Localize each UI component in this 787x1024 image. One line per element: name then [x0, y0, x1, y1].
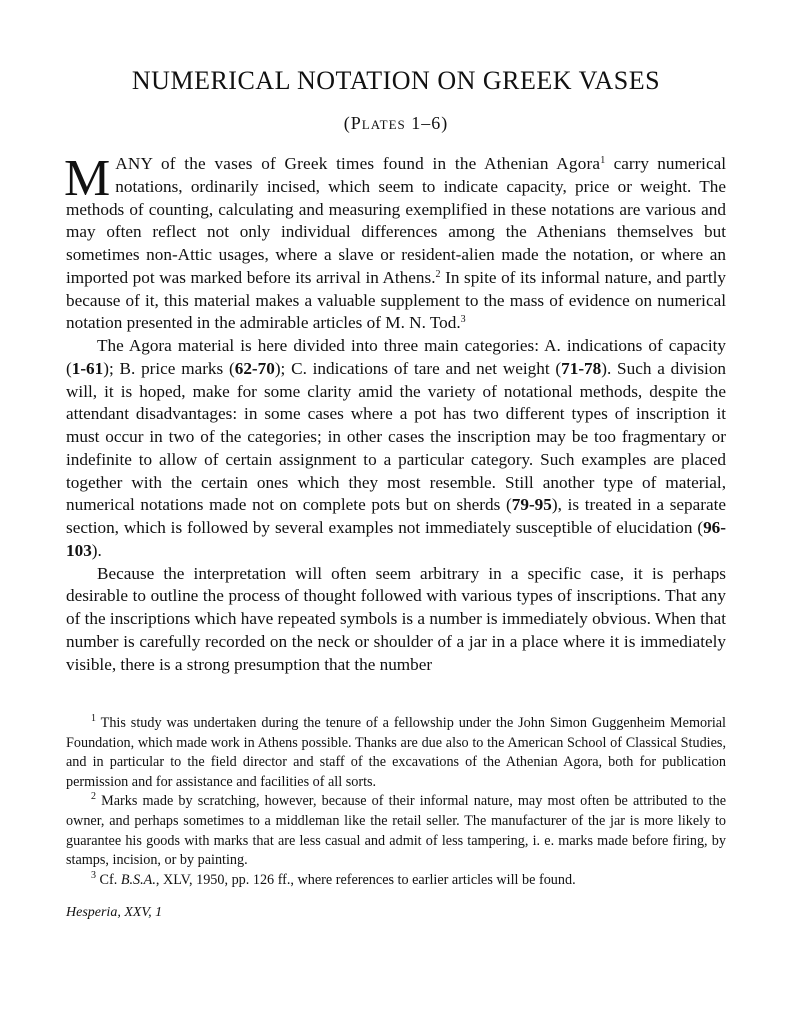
paragraph-1-text-c: In spite of its informal nature, and partly because of it, this material makes a valuable supplement to the mass of evidence on numerical notation presented in the admirable articles of M. N. Tod.	[66, 267, 726, 333]
paragraph-2-text-a: The Agora material is here divided into three main categories: A. indications of capacity (	[66, 336, 726, 378]
footnote-3-text-b: , XLV, 1950, pp. 126 ff., where references to earlier articles will be found.	[155, 871, 576, 888]
footnote-ref-1[interactable]: 1	[600, 155, 606, 166]
running-footer: Hesperia, XXV, 1	[66, 905, 163, 920]
paragraph-2-text-c: ); C. indications of tare and net weight (	[274, 358, 562, 378]
paragraph-1	[64, 150, 726, 335]
footnote-2	[66, 792, 726, 870]
catalogue-range-other: 96-103	[66, 518, 726, 560]
footnote-ref-2[interactable]: 2	[435, 268, 441, 280]
footnote-3-number: 3	[91, 869, 96, 881]
body-text	[64, 150, 727, 676]
plates-reference: (Plates 1–6)	[343, 113, 449, 133]
catalogue-range-sherds: 79-95	[511, 495, 552, 515]
footnotes	[66, 714, 726, 890]
catalogue-range-capacity: 1-61	[71, 358, 104, 378]
catalogue-range-price: 62-70	[234, 358, 275, 378]
paragraph-2-text-d: ). Such a division will, it is hoped, make for some clarity amid the variety of notational methods, despite the attendant disadvantages: in some cases where a pot has two different types of inscription it must occur in two of the categories; in other cases the inscription may be too fragmentary or indefinite to allow of certain assignment to a particular category. Such examples are placed together with the certain ones which they most resemble. Still another type of material, numerical notations made not on complete pots but on sherds (	[66, 358, 727, 515]
paragraph-2-text-b: ); B. price marks (	[103, 358, 235, 378]
footnote-3	[66, 871, 726, 891]
footnote-1-text: This study was undertaken during the tenure of a fellowship under the John Simon Guggenheim Memorial Foundation, which made work in Athens possible. Thanks are due also to the American School of Classical Studies, and in particular to the field director and staff of the excavations of the Athenian Agora, both for publication permission and for assistance and facilities of all sorts.	[66, 715, 726, 790]
footnote-2-number: 2	[91, 791, 96, 803]
footnote-1	[66, 714, 726, 792]
journal-abbreviation: B.S.A.	[120, 871, 156, 888]
paragraph-1-text-a: ANY of the vases of Greek times found in the Athenian Agora	[115, 154, 601, 173]
footnote-ref-3[interactable]: 3	[460, 314, 466, 326]
footnote-1-number: 1	[91, 713, 96, 724]
paragraph-1-text-b: carry numerical notations, ordinarily incised, which seem to indicate capacity, price or weight. The methods of counting, calculating and measuring exemplified in these notations are various and may often reflect not only individual differences among the Athenians themselves but sometimes non-Attic usages, where a slave or resident-alien made the notation, or where an imported pot was marked before its arrival in Athens.	[66, 154, 726, 287]
paragraph-2	[66, 335, 726, 563]
footnote-2-text: Marks made by scratching, however, because of their informal nature, may most often be attributed to the owner, and perhaps sometimes to a middleman like the retail seller. The manufacturer of the jar is more likely to guarantee his goods with marks that are less casual and admit of less tampering, i. e. marks made before firing, by stamps, incision, or by painting.	[66, 793, 726, 869]
paragraph-2-text-e: ), is treated in a separate section, which is followed by several examples not immediately susceptible of elucidation (	[66, 495, 726, 537]
paragraph-2-text-f: ).	[91, 540, 102, 560]
footnote-3-text-a: Cf.	[96, 871, 121, 888]
article-title: NUMERICAL NOTATION ON GREEK VASES	[131, 66, 661, 95]
paragraph-3: Because the interpretation will often seem arbitrary in a specific case, it is perhaps desirable to outline the process of thought followed with various types of inscriptions. That any of the inscriptions which have repeated symbols is a number is immediately obvious. When that number is carefully recorded on the neck or shoulder of a jar in a place where it is immediately visible, there is a strong presumption that the number	[66, 563, 726, 674]
drop-cap: M	[64, 150, 111, 207]
catalogue-range-weight: 71-78	[561, 358, 602, 378]
